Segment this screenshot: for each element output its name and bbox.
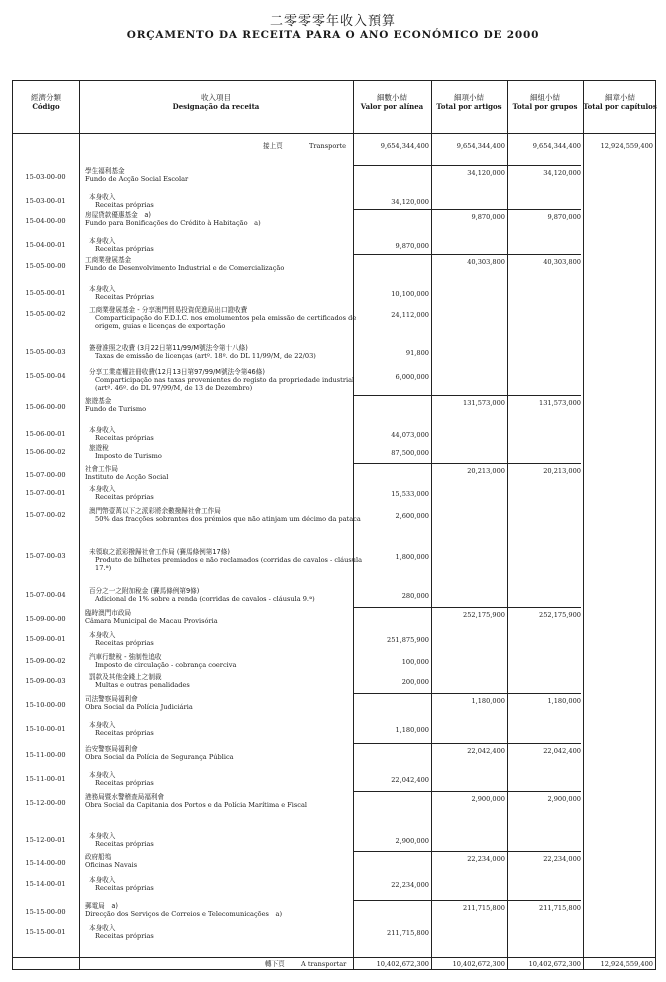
row-designation-pt: Oficinas Navais [85, 861, 138, 870]
row-alinea-value: 2,900,000 [395, 837, 429, 845]
row-designation-pt: Câmara Municipal de Macau Provisória [85, 617, 218, 626]
row-alinea-value: 9,870,000 [395, 242, 429, 250]
row-designation-pt: Receitas próprias [95, 245, 154, 254]
row-designation-zh: 旅遊基金 [85, 397, 112, 405]
row-grupos-value: 2,900,000 [547, 795, 581, 803]
row-code: 15-07-00-00 [25, 471, 66, 479]
row-code: 15-05-00-04 [25, 372, 66, 380]
row-designation-pt: Obra Social da Capitania dos Portos e da Polícia Marítima e Fiscal [85, 801, 308, 810]
transport-label-pt: Transporte [309, 142, 347, 150]
row-designation-zh: 臨時澳門市政局 [85, 609, 132, 617]
row-grupos-value: 22,042,400 [543, 747, 581, 755]
group-divider [353, 463, 581, 464]
row-grupos-value: 22,234,000 [543, 855, 581, 863]
row-grupos-value: 131,573,000 [539, 399, 581, 407]
row-designation-pt: Receitas próprias [95, 884, 154, 893]
row-designation [89, 237, 365, 253]
row-alinea-value: 24,112,000 [391, 311, 429, 319]
row-designation-pt: Receitas próprias [95, 840, 154, 849]
row-alinea-value: 22,042,400 [391, 776, 429, 784]
row-code: 15-14-00-00 [25, 859, 66, 867]
row-alinea-value: 211,715,800 [387, 929, 429, 937]
row-designation-zh: 治安警察局福利會 [85, 745, 138, 753]
footer-capitulos: 12,924,559,400 [600, 960, 653, 968]
row-designation [85, 256, 361, 272]
row-designation-pt: Direcção dos Serviços de Correios e Telecomunicações a) [85, 910, 283, 919]
group-divider [353, 693, 581, 694]
row-designation [89, 285, 365, 301]
row-code: 15-07-00-01 [25, 489, 66, 497]
row-designation-pt: Fundo de Desenvolvimento Industrial e de Comercialização [85, 264, 285, 273]
row-designation [85, 167, 361, 183]
row-code: 15-07-00-04 [25, 591, 66, 599]
row-alinea-value: 200,000 [401, 678, 429, 686]
row-designation [85, 465, 361, 481]
row-designation-zh: 百分之一之附加稅金 (賽馬條例第9條) [89, 587, 200, 595]
row-artigos-value: 20,213,000 [467, 467, 505, 475]
row-designation [89, 771, 365, 787]
row-designation [89, 924, 365, 940]
row-code: 15-05-00-01 [25, 289, 66, 297]
row-alinea-value: 15,533,000 [391, 490, 429, 498]
row-designation-pt: Receitas próprias [95, 493, 154, 502]
row-code: 15-05-00-00 [25, 262, 66, 270]
row-designation-zh: 罰款及其他金錢上之制裁 [89, 673, 162, 681]
transport-capitulos: 12,924,559,400 [600, 142, 653, 150]
row-designation-zh: 本身收入 [89, 237, 116, 245]
row-designation-zh: 澳門幣壹萬以下之派彩將余數撥歸社會工作局 [89, 507, 221, 515]
row-code: 15-15-00-01 [25, 928, 66, 936]
row-designation-pt: Obra Social da Polícia Judiciária [85, 703, 193, 712]
row-code: 15-12-00-01 [25, 836, 66, 844]
row-code: 15-09-00-01 [25, 635, 66, 643]
row-designation-pt: Imposto de Turismo [95, 452, 162, 461]
row-code: 15-07-00-03 [25, 552, 66, 560]
row-alinea-value: 87,500,000 [391, 449, 429, 457]
row-code: 15-09-00-00 [25, 615, 66, 623]
row-designation-zh: 本身收入 [89, 485, 116, 493]
row-designation [89, 673, 365, 689]
row-designation [85, 793, 361, 809]
row-designation [89, 548, 365, 573]
row-designation [89, 587, 365, 603]
row-alinea-value: 6,000,000 [395, 373, 429, 381]
row-designation-pt: Receitas próprias [95, 779, 154, 788]
header-grupos: 細組小結 Total por grupos [512, 93, 578, 111]
row-designation [89, 368, 365, 393]
row-artigos-value: 211,715,800 [463, 904, 505, 912]
row-alinea-value: 100,000 [401, 658, 429, 666]
row-designation [89, 653, 365, 669]
group-divider [353, 165, 581, 166]
row-designation-zh: 本身收入 [89, 426, 116, 434]
row-code: 15-09-00-03 [25, 677, 66, 685]
row-designation [89, 426, 365, 442]
row-code: 15-06-00-01 [25, 430, 66, 438]
row-artigos-value: 40,303,800 [467, 258, 505, 266]
row-designation-pt: Adicional de 1% sobre a renda (corridas de cavalos - cláusula 9.ª) [95, 595, 315, 604]
transport-artigos: 9,654,344,400 [456, 142, 505, 150]
row-code: 15-11-00-01 [25, 775, 66, 783]
row-designation [89, 631, 365, 647]
group-divider [353, 395, 581, 396]
row-grupos-value: 34,120,000 [543, 169, 581, 177]
row-designation-pt: Receitas Próprias [95, 293, 154, 302]
row-code: 15-03-00-00 [25, 173, 66, 181]
row-designation-pt: Imposto de circulação - cobrança coerciva [95, 661, 237, 670]
row-designation-pt: Fundo de Turismo [85, 405, 147, 414]
row-code: 15-10-00-01 [25, 725, 66, 733]
row-designation [89, 721, 365, 737]
transport-label-zh: 接上頁 [263, 142, 283, 150]
group-divider [353, 791, 581, 792]
page-title-zh: 二零零零年收入預算 [269, 14, 396, 29]
row-designation-pt: Receitas próprias [95, 932, 154, 941]
row-grupos-value: 1,180,000 [547, 697, 581, 705]
row-designation-zh: 旅遊稅 [89, 444, 109, 452]
row-designation-pt: Obra Social da Polícia de Segurança Pública [85, 753, 234, 762]
footer-alinea: 10,402,672,300 [376, 960, 429, 968]
row-designation-pt: Instituto de Acção Social [85, 473, 169, 482]
row-designation-zh: 本身收入 [89, 285, 116, 293]
row-designation [89, 507, 365, 523]
row-designation-pt: 50% das fracções sobrantes dos prémios que não atinjam um décimo da pataca [95, 515, 361, 524]
row-grupos-value: 252,175,900 [539, 611, 581, 619]
row-designation-zh: 未領取之派彩撥歸社會工作局 (賽馬條例第17條) [89, 548, 230, 556]
row-designation-zh: 本身收入 [89, 876, 116, 884]
row-artigos-value: 2,900,000 [471, 795, 505, 803]
row-designation-pt: Comparticipação do F.D.I.C. nos emolumentos pela emissão de certificados de origem, guias e licenças de exportação [95, 314, 357, 331]
row-grupos-value: 40,303,800 [543, 258, 581, 266]
column-divider [583, 81, 584, 969]
group-divider [353, 900, 581, 901]
row-code: 15-09-00-02 [25, 657, 66, 665]
row-designation-pt: Produto de bilhetes premiados e não reclamados (corridas de cavalos - cláusula 17.ª) [95, 556, 363, 573]
row-designation-pt: Receitas próprias [95, 434, 154, 443]
row-alinea-value: 280,000 [401, 592, 429, 600]
row-alinea-value: 2,600,000 [395, 512, 429, 520]
header-artigos: 細項小結 Total por artigos [436, 93, 502, 111]
row-alinea-value: 10,100,000 [391, 290, 429, 298]
row-designation [89, 485, 365, 501]
row-designation-zh: 本身收入 [89, 721, 116, 729]
row-designation [85, 902, 361, 918]
row-designation [89, 444, 365, 460]
row-code: 15-12-00-00 [25, 799, 66, 807]
row-designation [89, 306, 365, 331]
row-designation-zh: 學生福利基金 [85, 167, 125, 175]
row-designation-zh: 本身收入 [89, 924, 116, 932]
row-designation [89, 344, 365, 360]
row-code: 15-05-00-03 [25, 348, 66, 356]
row-designation-zh: 社會工作局 [85, 465, 118, 473]
page-title-pt: ORÇAMENTO DA RECEITA PARA O ANO ECONÓMICO DE 2000 [126, 29, 540, 41]
row-artigos-value: 22,234,000 [467, 855, 505, 863]
row-designation-pt: Receitas próprias [95, 201, 154, 210]
row-alinea-value: 91,800 [405, 349, 429, 357]
transport-alinea: 9,654,344,400 [380, 142, 429, 150]
row-code: 15-15-00-00 [25, 908, 66, 916]
row-designation-pt: Fundo de Acção Social Escolar [85, 175, 189, 184]
row-code: 15-06-00-02 [25, 448, 66, 456]
row-designation [89, 193, 365, 209]
row-code: 15-11-00-00 [25, 751, 66, 759]
header-designation: 收入項目 Designação da receita [172, 93, 260, 111]
row-designation-zh: 司法警察局福利會 [85, 695, 138, 703]
header-code: 經濟分類 Código [31, 93, 61, 111]
row-code: 15-04-00-00 [25, 217, 66, 225]
footer-label-zh: 轉下頁 [265, 960, 285, 968]
row-designation-pt: Multas e outras penalidades [95, 681, 190, 690]
row-designation-zh: 分享工業產權註冊收費(12月13日第97/99/M號法令第46條) [89, 368, 265, 376]
row-artigos-value: 9,870,000 [471, 213, 505, 221]
group-divider [353, 851, 581, 852]
budget-table [12, 80, 656, 970]
row-code: 15-07-00-02 [25, 511, 66, 519]
row-code: 15-10-00-00 [25, 701, 66, 709]
row-code: 15-14-00-01 [25, 880, 66, 888]
row-code: 15-04-00-01 [25, 241, 66, 249]
row-artigos-value: 252,175,900 [463, 611, 505, 619]
row-designation-zh: 政府船塢 [85, 853, 112, 861]
row-alinea-value: 251,875,900 [387, 636, 429, 644]
group-divider [353, 743, 581, 744]
row-designation-zh: 本身收入 [89, 832, 116, 840]
row-artigos-value: 131,573,000 [463, 399, 505, 407]
row-artigos-value: 1,180,000 [471, 697, 505, 705]
row-designation-zh: 汽車行駛稅 - 強制性追收 [89, 653, 162, 661]
row-code: 15-05-00-02 [25, 310, 66, 318]
row-designation-pt: Fundo para Bonificações do Crédito à Habitação a) [85, 219, 261, 228]
row-code: 15-06-00-00 [25, 403, 66, 411]
footer-grupos: 10,402,672,300 [528, 960, 581, 968]
row-designation [85, 695, 361, 711]
column-divider [79, 81, 80, 969]
row-designation-pt: Receitas próprias [95, 729, 154, 738]
row-designation [85, 745, 361, 761]
row-designation [85, 397, 361, 413]
footer-artigos: 10,402,672,300 [452, 960, 505, 968]
row-designation-zh: 郵電局 a) [85, 902, 118, 910]
row-designation-pt: Receitas próprias [95, 639, 154, 648]
group-divider [353, 607, 581, 608]
row-designation [85, 609, 361, 625]
row-code: 15-03-00-01 [25, 197, 66, 205]
row-designation [89, 876, 365, 892]
row-designation-zh: 本身收入 [89, 771, 116, 779]
header-alinea: 細數小結 Valor por alínea [360, 93, 424, 111]
group-divider [353, 209, 581, 210]
row-grupos-value: 20,213,000 [543, 467, 581, 475]
group-divider [353, 254, 581, 255]
header-divider [13, 133, 655, 134]
column-divider [507, 81, 508, 969]
row-designation-zh: 工商業發展基金 - 分享澳門貿易投資促進局出口證收費 [89, 306, 248, 314]
row-alinea-value: 1,180,000 [395, 726, 429, 734]
footer-label-pt: A transportar [301, 960, 347, 968]
row-designation-zh: 本身收入 [89, 631, 116, 639]
row-alinea-value: 34,120,000 [391, 198, 429, 206]
row-designation-zh: 港務局暨水警稽查局福利會 [85, 793, 165, 801]
transport-grupos: 9,654,344,400 [532, 142, 581, 150]
row-artigos-value: 34,120,000 [467, 169, 505, 177]
row-alinea-value: 44,073,000 [391, 431, 429, 439]
row-alinea-value: 1,800,000 [395, 553, 429, 561]
row-designation-zh: 房屋貸款優惠基金 a) [85, 211, 151, 219]
row-designation [85, 211, 361, 227]
row-designation-zh: 本身收入 [89, 193, 116, 201]
row-alinea-value: 22,234,000 [391, 881, 429, 889]
row-designation-pt: Comparticipação nas taxas provenientes do registo da propriedade industrial (artº. 46º. do DL 97/99/M, de 13 de Dezembro) [95, 376, 355, 393]
column-divider [431, 81, 432, 969]
header-capitulos: 細章小結 Total por capítulos [583, 93, 657, 111]
footer-divider [13, 957, 655, 958]
row-designation-zh: 工商業發展基金 [85, 256, 132, 264]
row-designation-pt: Taxas de emissão de licenças (artº. 18º. do DL 11/99/M, de 22/03) [95, 352, 316, 361]
row-grupos-value: 9,870,000 [547, 213, 581, 221]
row-grupos-value: 211,715,800 [539, 904, 581, 912]
row-designation [85, 853, 361, 869]
row-artigos-value: 22,042,400 [467, 747, 505, 755]
row-designation-zh: 簽發准照之收費 (3月22日第11/99/M號法令第十八條) [89, 344, 248, 352]
row-designation [89, 832, 365, 848]
